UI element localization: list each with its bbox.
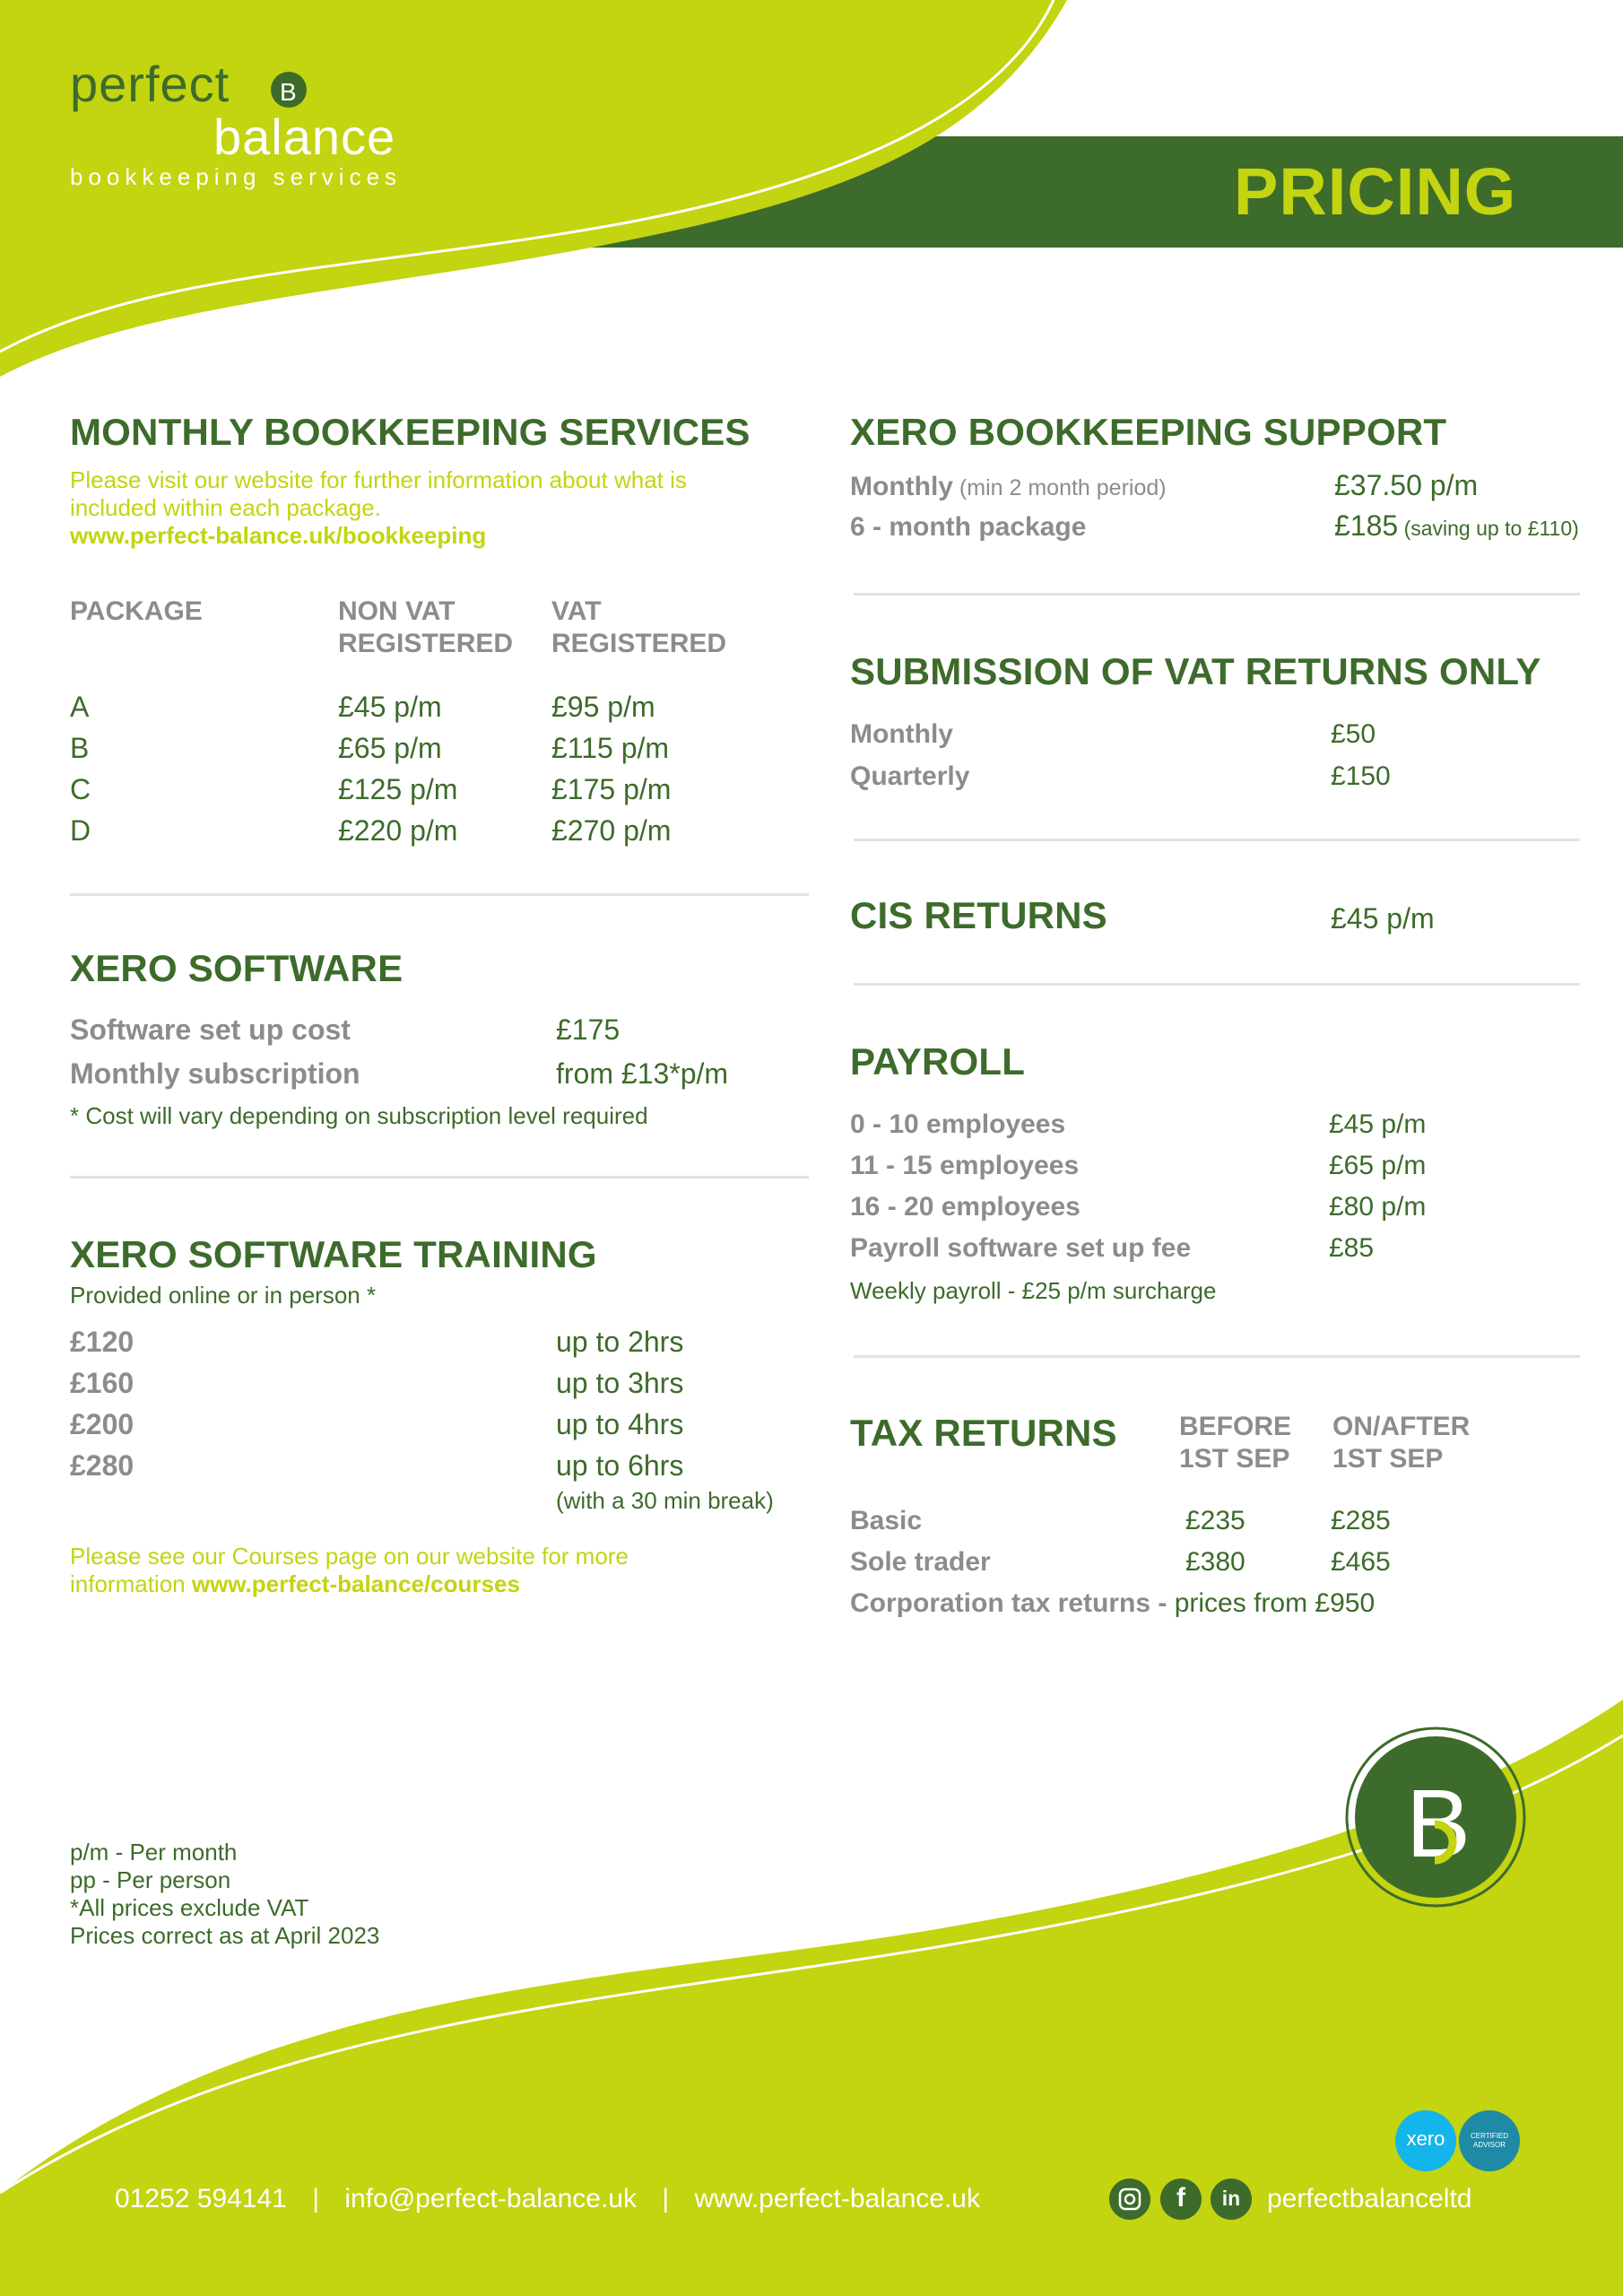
training-price-3: £200 bbox=[70, 1408, 135, 1440]
vat-returns-heading: SUBMISSION OF VAT RETURNS ONLY bbox=[850, 650, 1541, 692]
divider bbox=[854, 593, 1580, 596]
tax-col-after-1: ON/AFTER bbox=[1332, 1412, 1471, 1441]
vat-quarterly-value: £150 bbox=[1331, 761, 1391, 791]
footnote-1: p/m - Per month bbox=[70, 1839, 238, 1866]
courses-link[interactable]: www.perfect-balance/courses bbox=[191, 1570, 520, 1597]
support-six-row bbox=[1334, 509, 1579, 543]
logo-b-glyph: B bbox=[1406, 1769, 1471, 1877]
training-price-2: £160 bbox=[70, 1367, 135, 1399]
pkg-a-nonvat: £45 p/m bbox=[338, 691, 442, 723]
courses-line-2 bbox=[70, 1570, 520, 1598]
vat-monthly-label: Monthly bbox=[850, 719, 953, 749]
tax-basic-label: Basic bbox=[850, 1506, 923, 1535]
footnote-4: Prices correct as at April 2023 bbox=[70, 1922, 380, 1949]
subscription-note: * Cost will vary depending on subscription level required bbox=[70, 1102, 648, 1129]
tax-col-before-2: 1ST SEP bbox=[1179, 1444, 1290, 1474]
subscription-value: from £13*p/m bbox=[556, 1057, 729, 1090]
tax-sole-label: Sole trader bbox=[850, 1547, 991, 1577]
training-break-note: (with a 30 min break) bbox=[556, 1487, 774, 1514]
tax-corporation-value: prices from £950 bbox=[1174, 1588, 1376, 1618]
payroll-value-1: £45 p/m bbox=[1329, 1109, 1427, 1139]
setup-value: £175 bbox=[556, 1013, 621, 1046]
linkedin-glyph: in bbox=[1221, 2187, 1241, 2210]
brand-b-letter: B bbox=[280, 78, 297, 106]
instagram-icon[interactable] bbox=[1109, 2179, 1150, 2220]
pkg-c-nonvat: £125 p/m bbox=[338, 773, 458, 805]
tax-sole-after: £465 bbox=[1331, 1547, 1391, 1577]
col-nonvat-2: REGISTERED bbox=[338, 629, 514, 658]
pkg-b-vat: £115 p/m bbox=[551, 732, 670, 764]
facebook-glyph: f bbox=[1176, 2183, 1185, 2213]
divider bbox=[70, 1176, 809, 1178]
monthly-intro-2: included within each package. bbox=[70, 494, 381, 521]
tax-corporation-row bbox=[850, 1588, 1375, 1619]
courses-prefix: information bbox=[70, 1570, 192, 1597]
col-vat-2: REGISTERED bbox=[551, 629, 727, 658]
tax-corporation-label: Corporation tax returns - bbox=[850, 1588, 1175, 1618]
setup-label: Software set up cost bbox=[70, 1013, 351, 1046]
training-duration-4: up to 6hrs bbox=[556, 1449, 684, 1482]
col-vat-1: VAT bbox=[551, 596, 602, 626]
page-title: PRICING bbox=[1234, 154, 1517, 229]
brand-word-balance: balance bbox=[213, 109, 396, 165]
tax-col-after-2: 1ST SEP bbox=[1332, 1444, 1444, 1474]
support-monthly-row bbox=[850, 472, 1167, 502]
social-handle[interactable]: perfectbalanceltd bbox=[1267, 2184, 1472, 2213]
payroll-heading: PAYROLL bbox=[850, 1040, 1026, 1083]
footnote-2: pp - Per person bbox=[70, 1866, 231, 1893]
tax-basic-before: £235 bbox=[1185, 1506, 1245, 1535]
footnote-3: *All prices exclude VAT bbox=[70, 1894, 309, 1921]
divider bbox=[854, 983, 1580, 986]
payroll-value-3: £80 p/m bbox=[1329, 1192, 1427, 1222]
contact-website[interactable]: www.perfect-balance.uk bbox=[694, 2184, 980, 2213]
support-monthly-label: Monthly bbox=[850, 472, 953, 501]
pkg-c: C bbox=[70, 773, 91, 805]
pkg-d: D bbox=[70, 814, 91, 847]
contact-bar bbox=[115, 2184, 980, 2214]
tax-heading: TAX RETURNS bbox=[850, 1412, 1117, 1454]
col-package: PACKAGE bbox=[70, 596, 203, 626]
training-duration-3: up to 4hrs bbox=[556, 1408, 684, 1440]
xero-badge-text: xero bbox=[1406, 2127, 1445, 2150]
pkg-b-nonvat: £65 p/m bbox=[338, 732, 442, 764]
payroll-label-4: Payroll software set up fee bbox=[850, 1233, 1192, 1263]
pkg-b: B bbox=[70, 732, 90, 764]
subscription-label: Monthly subscription bbox=[70, 1057, 360, 1090]
courses-line-1: Please see our Courses page on our website for more bbox=[70, 1543, 629, 1570]
contact-separator: | bbox=[312, 2184, 320, 2213]
support-monthly-value: £37.50 p/m bbox=[1334, 469, 1479, 501]
divider bbox=[70, 893, 809, 896]
vat-quarterly-label: Quarterly bbox=[850, 761, 970, 791]
training-duration-1: up to 2hrs bbox=[556, 1326, 684, 1358]
monthly-intro-1: Please visit our website for further information about what is bbox=[70, 466, 687, 493]
brand-word-perfect: perfect bbox=[70, 56, 230, 112]
pkg-a-vat: £95 p/m bbox=[551, 691, 655, 723]
training-price-1: £120 bbox=[70, 1326, 135, 1358]
monthly-link[interactable]: www.perfect-balance.uk/bookkeeping bbox=[70, 522, 487, 549]
pkg-d-vat: £270 p/m bbox=[551, 814, 672, 847]
brand-tagline: bookkeeping services bbox=[70, 163, 403, 190]
advisor-badge-line-1: CERTIFIED bbox=[1470, 2132, 1509, 2140]
payroll-value-4: £85 bbox=[1329, 1233, 1375, 1263]
vat-monthly-value: £50 bbox=[1331, 719, 1376, 749]
contact-phone[interactable]: 01252 594141 bbox=[115, 2184, 287, 2213]
training-subtitle: Provided online or in person * bbox=[70, 1282, 377, 1309]
support-six-note: (saving up to £110) bbox=[1398, 517, 1579, 540]
contact-separator: | bbox=[662, 2184, 670, 2213]
pkg-c-vat: £175 p/m bbox=[551, 773, 672, 805]
advisor-badge-line-2: ADVISOR bbox=[1472, 2141, 1506, 2149]
payroll-label-2: 11 - 15 employees bbox=[850, 1151, 1080, 1180]
payroll-label-1: 0 - 10 employees bbox=[850, 1109, 1066, 1139]
col-nonvat-1: NON VAT bbox=[338, 596, 456, 626]
support-monthly-note: (min 2 month period) bbox=[952, 475, 1167, 500]
tax-basic-after: £285 bbox=[1331, 1506, 1391, 1535]
payroll-label-3: 16 - 20 employees bbox=[850, 1192, 1081, 1222]
xero-software-heading: XERO SOFTWARE bbox=[70, 947, 404, 989]
training-heading: XERO SOFTWARE TRAINING bbox=[70, 1233, 597, 1275]
xero-support-heading: XERO BOOKKEEPING SUPPORT bbox=[850, 411, 1447, 453]
tax-sole-before: £380 bbox=[1185, 1547, 1245, 1577]
cis-heading: CIS RETURNS bbox=[850, 894, 1107, 936]
contact-email[interactable]: info@perfect-balance.uk bbox=[344, 2184, 637, 2213]
payroll-note: Weekly payroll - £25 p/m surcharge bbox=[850, 1277, 1217, 1304]
brand-logo bbox=[70, 57, 402, 190]
divider bbox=[854, 839, 1580, 841]
monthly-heading: MONTHLY BOOKKEEPING SERVICES bbox=[70, 411, 751, 453]
training-duration-2: up to 3hrs bbox=[556, 1367, 684, 1399]
payroll-value-2: £65 p/m bbox=[1329, 1151, 1427, 1180]
tax-col-before-1: BEFORE bbox=[1179, 1412, 1292, 1441]
pkg-d-nonvat: £220 p/m bbox=[338, 814, 458, 847]
support-six-value: £185 bbox=[1334, 509, 1399, 542]
training-price-4: £280 bbox=[70, 1449, 135, 1482]
cis-value: £45 p/m bbox=[1331, 902, 1435, 935]
pkg-a: A bbox=[70, 691, 90, 723]
support-six-label: 6 - month package bbox=[850, 512, 1087, 542]
divider bbox=[854, 1355, 1580, 1358]
